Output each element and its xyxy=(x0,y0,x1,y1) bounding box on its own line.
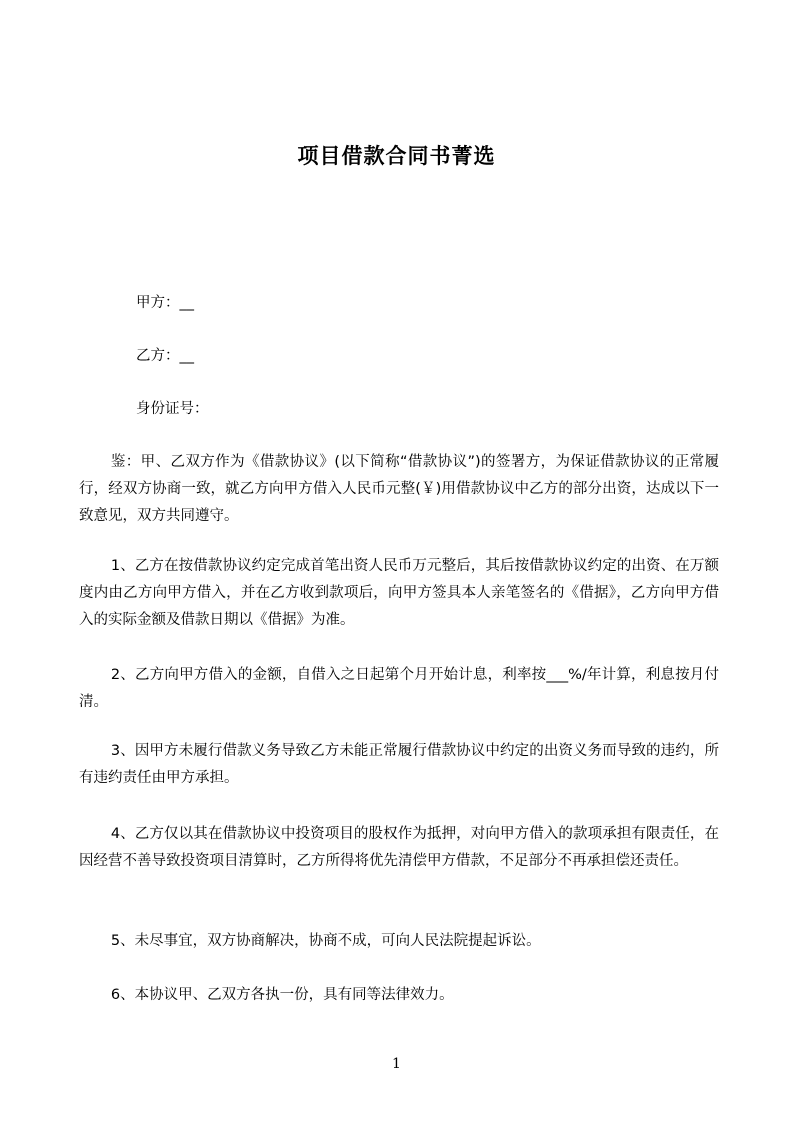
id-number-line: 身份证号： xyxy=(136,401,209,417)
clause-2: 2、乙方向甲方借入的金额，自借入之日起第个月开始计息，利率按___%/年计算，利息按月付清。 xyxy=(79,667,719,710)
document-title: 项目借款合同书菁选 xyxy=(297,144,496,168)
party-a-line: 甲方：__ xyxy=(136,295,194,311)
clause-4: 4、乙方仅以其在借款协议中投资项目的股权作为抵押，对向甲方借入的款项承担有限责任，在因经营不善导致投资项目清算时，乙方所得将优先清偿甲方借款，不足部分不再承担偿还责任。 xyxy=(79,826,719,869)
page-number: 1 xyxy=(392,1056,401,1072)
clause-5: 5、未尽事宜，双方协商解决，协商不成，可向人民法院提起诉讼。 xyxy=(110,933,541,949)
clause-3: 3、因甲方未履行借款义务导致乙方未能正常履行借款协议中约定的出资义务而导致的违约，所有违约责任由甲方承担。 xyxy=(79,743,719,786)
party-b-line: 乙方：__ xyxy=(136,348,194,364)
clause-6: 6、本协议甲、乙双方各执一份，具有同等法律效力。 xyxy=(110,987,454,1003)
clause-1: 1、乙方在按借款协议约定完成首笔出资人民币万元整后，其后按借款协议约定的出资、在万额度内由乙方向甲方借入，并在乙方收到款项后，向甲方签具本人亲笔签名的《借据》，乙方向甲方借入的实际金额及借款日期以《借据》为准。 xyxy=(79,558,719,628)
preamble-paragraph: 鉴：甲、乙双方作为《借款协议》(以下简称“借款协议”)的签署方，为保证借款协议的正常履行，经双方协商一致，就乙方向甲方借入人民币元整(￥)用借款协议中乙方的部分出资，达成以下一致意见，双方共同遵守。 xyxy=(79,454,719,524)
